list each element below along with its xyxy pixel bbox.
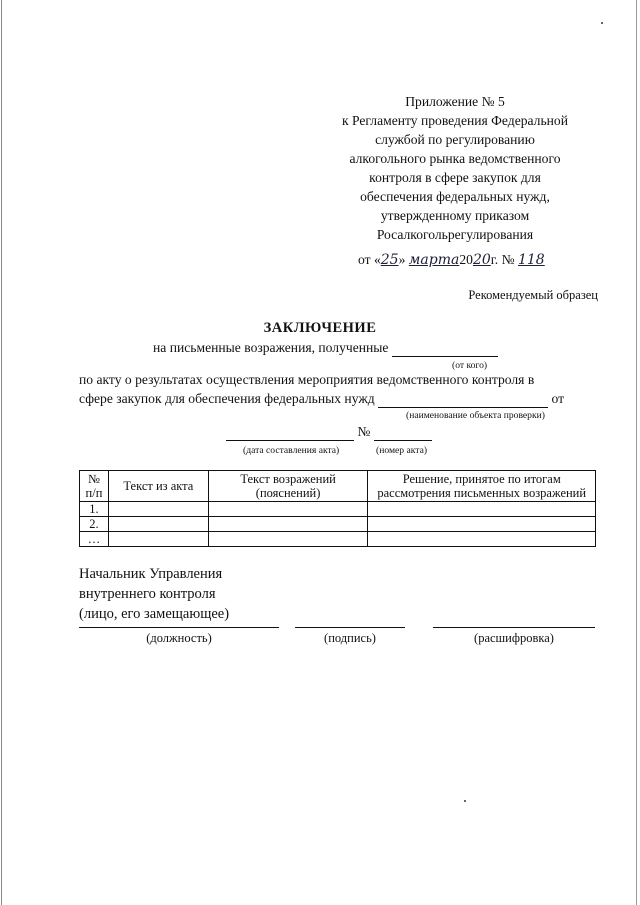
signature-field[interactable] [295,627,405,628]
position-label: (должность) [146,631,212,645]
procurement-suffix: от [551,391,565,406]
sample-label: Рекомендуемый образец [468,288,598,302]
document-title: ЗАКЛЮЧЕНИЕ [263,320,377,336]
row-number: 2. [80,517,109,532]
act-line: по акту о результатах осуществления мероприятия ведомственного контроля в [79,372,535,387]
order-month-handwritten: марта [408,252,460,268]
order-number-label: г. № [490,252,518,267]
order-year-handwritten: 20 [472,252,491,268]
appendix-line: к Регламенту проведения Федеральной [341,113,569,128]
cell-decision[interactable] [368,502,596,517]
appendix-line: алкогольного рынка ведомственного [349,151,561,166]
cell-objection-text[interactable] [208,517,368,532]
position-field[interactable] [79,627,279,628]
header-objection-text: Текст возражений (пояснений) [208,471,368,502]
decode-label: (расшифровка) [474,631,554,645]
order-year-prefix: 20 [459,252,473,267]
order-day-handwritten: 25 [380,252,399,268]
signatory-line: внутреннего контроля [79,586,216,602]
appendix-line: службой по регулированию [375,132,535,147]
order-date-line [358,252,545,268]
header-act-text: Текст из акта [108,471,208,502]
header-number: № п/п [80,471,109,502]
object-label: (наименование объекта проверки) [406,410,545,421]
signatory-title [79,564,229,624]
table-row [80,502,596,517]
appendix-block [320,92,590,244]
scan-speck [601,22,603,24]
table-header-row [80,471,596,502]
order-after-day: » [398,252,409,267]
cell-objection-text[interactable] [208,532,368,547]
appendix-line: утвержденному приказом [380,208,530,223]
objections-text: на письменные возражения, полученные [153,340,389,355]
act-date-label: (дата составления акта) [243,445,340,456]
cell-act-text[interactable] [108,517,208,532]
cell-decision[interactable] [368,517,596,532]
page-edge-left [1,0,2,905]
object-field[interactable] [378,391,548,408]
signature-label: (подпись) [324,631,376,645]
act-number-field[interactable] [374,424,432,441]
number-sign: № [357,424,371,439]
cell-decision[interactable] [368,532,596,547]
decode-field[interactable] [433,627,595,628]
cell-act-text[interactable] [108,532,208,547]
objections-line [153,340,498,357]
act-date-number-line [226,424,432,441]
appendix-line: Приложение № 5 [405,94,505,109]
table-row [80,532,596,547]
appendix-line: Росалкогольрегулирования [376,227,534,242]
from-whom-field[interactable] [392,340,498,357]
from-whom-label: (от кого) [452,360,488,371]
cell-act-text[interactable] [108,502,208,517]
signatory-line: Начальник Управления [79,566,223,582]
scan-speck [464,800,466,802]
cell-objection-text[interactable] [208,502,368,517]
objections-table [79,470,596,547]
procurement-line [79,391,564,408]
row-number: 1. [80,502,109,517]
signatory-line: (лицо, его замещающее) [79,606,230,622]
order-number-handwritten: 118 [517,252,545,268]
appendix-line: обеспечения федеральных нужд, [360,189,550,204]
appendix-line: контроля в сфере закупок для [369,170,541,185]
header-decision: Решение, принятое по итогам рассмотрения письменных возражений [368,471,596,502]
act-date-field[interactable] [226,424,354,441]
page-edge-right [636,0,637,905]
table-row [80,517,596,532]
row-number: … [80,532,109,547]
act-number-label: (номер акта) [376,445,428,456]
order-prefix: от « [358,252,381,267]
procurement-text: сфере закупок для обеспечения федеральных нужд [79,391,375,406]
